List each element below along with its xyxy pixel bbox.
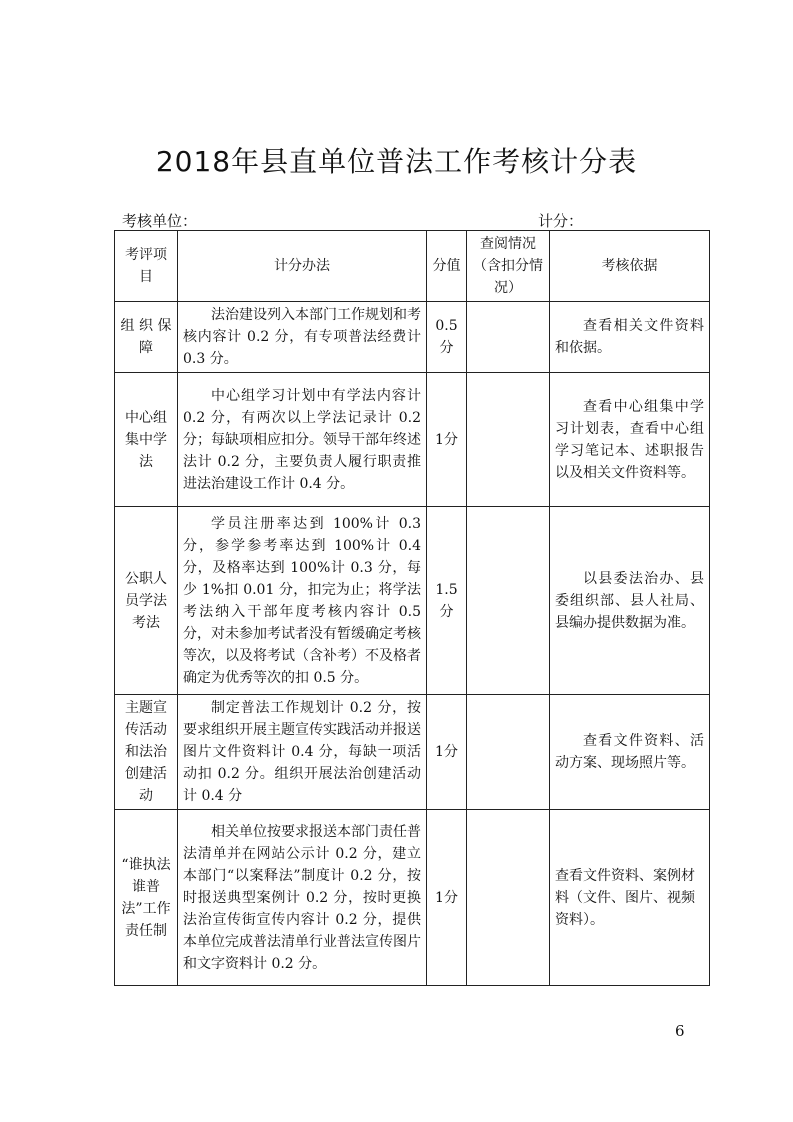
row-item: 公职人员学法考法 xyxy=(115,507,178,695)
row-basis: 查看中心组集中学习计划表，查看中心组学习笔记本、述职报告以及相关文件资料等。 xyxy=(550,373,710,507)
header-method: 计分办法 xyxy=(178,231,427,302)
score-label: 计分： xyxy=(538,212,584,230)
header-points: 分值 xyxy=(427,231,467,302)
row-review xyxy=(467,373,550,507)
row-points: 1分 xyxy=(427,810,467,986)
row-review xyxy=(467,302,550,373)
row-review xyxy=(467,695,550,810)
row-method: 中心组学习计划中有学法内容计 0.2 分，有两次以上学法记录计 0.2 分；每缺项相应扣分。领导干部年终述法计 0.2 分，主要负责人履行职责推进法治建设工作计 0.4 分。 xyxy=(178,373,427,507)
row-points: 0.5分 xyxy=(427,302,467,373)
row-method: 法治建设列入本部门工作规划和考核内容计 0.2 分，有专项普法经费计 0.3 分。 xyxy=(178,302,427,373)
page-title: 2018年县直单位普法工作考核计分表 xyxy=(155,145,638,178)
row-basis: 查看文件资料、活动方案、现场照片等。 xyxy=(550,695,710,810)
row-item: 主题宣传活动和法治创建活动 xyxy=(115,695,178,810)
table-header xyxy=(115,231,710,302)
row-basis: 以县委法治办、县委组织部、县人社局、县编办提供数据为准。 xyxy=(550,507,710,695)
header-basis: 考核依据 xyxy=(550,231,710,302)
row-points: 1.5分 xyxy=(427,507,467,695)
row-item: “谁执法谁普法”工作责任制 xyxy=(115,810,178,986)
row-method: 制定普法工作规划计 0.2 分，按要求组织开展主题宣传实践活动并报送图片文件资料计 0.4 分，每缺一项活动扣 0.2 分。组织开展法治创建活动计 0.4 分 xyxy=(178,695,427,810)
table-row xyxy=(115,695,710,810)
unit-label: 考核单位： xyxy=(122,212,198,230)
row-item: 中心组集中学法 xyxy=(115,373,178,507)
header-review: 查阅情况（含扣分情况） xyxy=(467,231,550,302)
table-row xyxy=(115,810,710,986)
row-points: 1分 xyxy=(427,695,467,810)
table-row xyxy=(115,507,710,695)
row-points: 1分 xyxy=(427,373,467,507)
row-review xyxy=(467,810,550,986)
scoring-table xyxy=(114,230,710,986)
row-review xyxy=(467,507,550,695)
table-row xyxy=(115,373,710,507)
row-method: 学员注册率达到 100%计 0.3 分，参学参考率达到 100%计 0.4 分，及格率达到 100%计 0.3 分，每少 1%扣 0.01 分，扣完为止；将学法考法纳入干部年度考核内容计 0.5 分，对未参加考试者没有暂缓确定考核等次，以及将考试（含补考）不及格者确定为优秀等次的扣 0.5 分。 xyxy=(178,507,427,695)
row-basis: 查看文件资料、案例材料（文件、图片、视频资料）。 xyxy=(550,810,710,986)
row-method: 相关单位按要求报送本部门责任普法清单并在网站公示计 0.2 分，建立本部门“以案释法”制度计 0.2 分，按时报送典型案例计 0.2 分，按时更换法治宣传街宣传内容计 0.2 分，提供本单位完成普法清单行业普法宣传图片和文字资料计 0.2 分。 xyxy=(178,810,427,986)
header-item: 考评项目 xyxy=(115,231,178,302)
page-number: 6 xyxy=(675,1022,685,1040)
row-item: 组 织 保 障 xyxy=(115,302,178,373)
row-basis: 查看相关文件资料和依据。 xyxy=(550,302,710,373)
table-row xyxy=(115,302,710,373)
